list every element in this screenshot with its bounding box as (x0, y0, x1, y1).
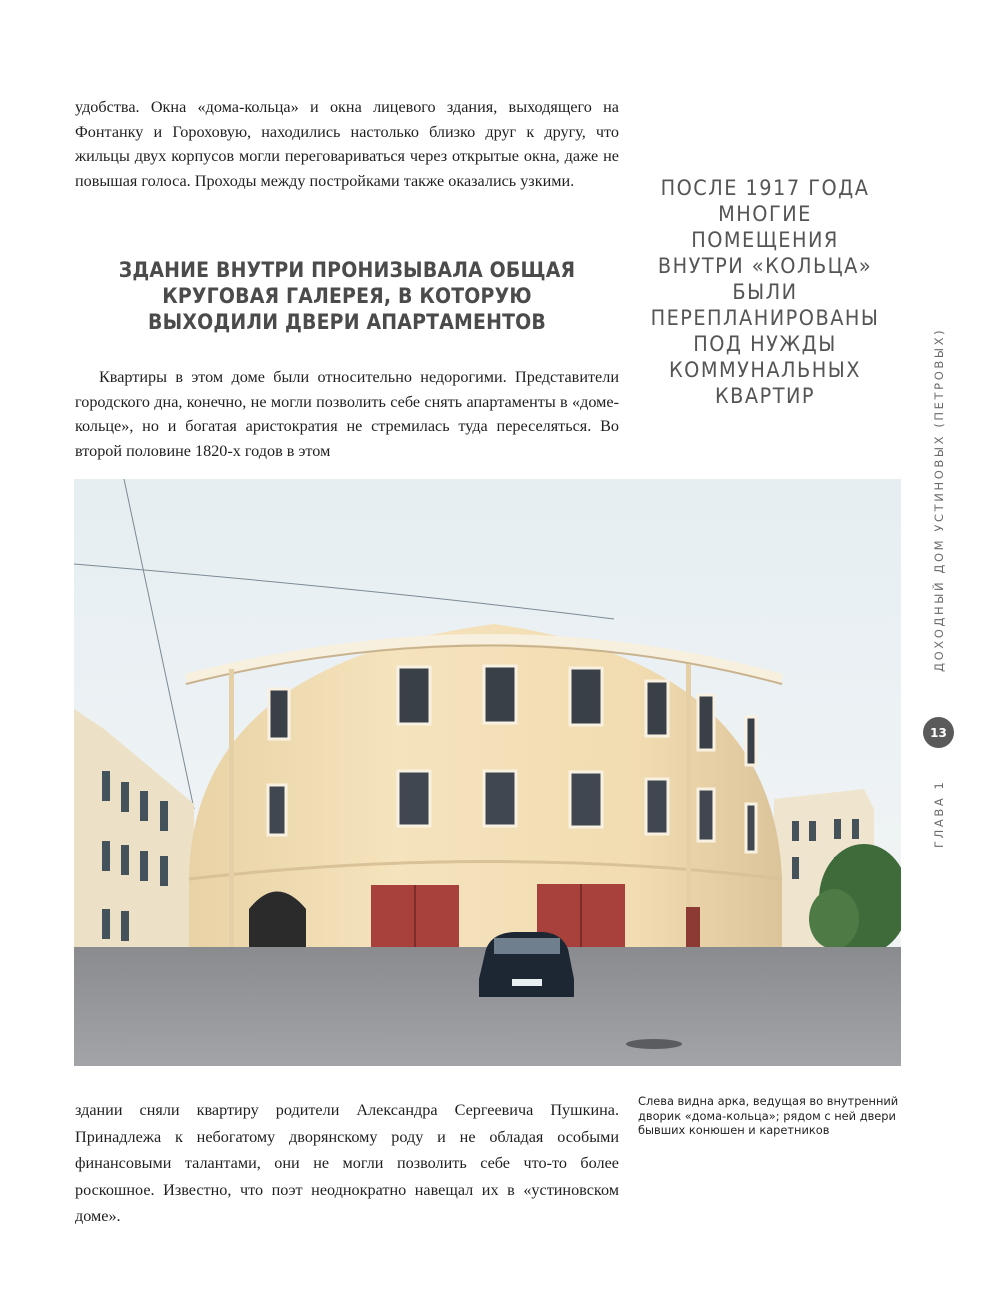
running-title: ДОХОДНЫЙ ДОМ УСТИНОВЫХ (ПЕТРОВЫХ) (932, 327, 946, 672)
chapter-label: ГЛАВА 1 (932, 779, 946, 848)
body-paragraph-2: Квартиры в этом доме были относительно недорогими. Представители городского дна, конечно, не могли позволить себе снять апартаменты в «доме-кольце», но и богатая аристократия не стремилась туда переселяться. Во второй половине 1820-х годов в этом (75, 368, 619, 460)
building-photo (74, 479, 901, 1066)
pullquote-main: ЗДАНИЕ ВНУТРИ ПРОНИЗЫВАЛА ОБЩАЯ КРУГОВАЯ ГАЛЕРЕЯ, В КОТОРУЮ ВЫХОДИЛИ ДВЕРИ АПАРТАМЕНТОВ (118, 258, 576, 334)
photo-caption: Слева видна арка, ведущая во внутренний дворик «дома-кольца»; рядом с ней двери бывших конюшен и каретников (638, 1094, 899, 1137)
page-number: 13 (930, 725, 947, 740)
pullquote-sidebar: ПОСЛЕ 1917 ГОДА МНОГИЕ ПОМЕЩЕНИЯ ВНУТРИ «КОЛЬЦА» БЫЛИ ПЕРЕПЛАНИРОВАНЫ ПОД НУЖДЫ КОММУНАЛЬНЫХ КВАРТИР (650, 176, 880, 408)
body-paragraph-3: здании сняли квартиру родители Александра Сергеевича Пушкина. Принадлежа к небогатому дворянскому роду и не обладая особыми финансовыми талантами, они не могли позволить себе что-то более роскошное. Известно, что поэт неоднократно навещал их в «устиновском доме». (75, 1101, 619, 1225)
body-paragraph-1: удобства. Окна «дома-кольца» и окна лицевого здания, выходящего на Фонтанку и Гороховую, находились настолько близко друг к другу, что жильцы двух корпусов могли переговариваться через открытые окна, даже не повышая голоса. Проходы между постройками также оказались узкими. (75, 98, 619, 190)
page-number-badge (923, 717, 954, 748)
